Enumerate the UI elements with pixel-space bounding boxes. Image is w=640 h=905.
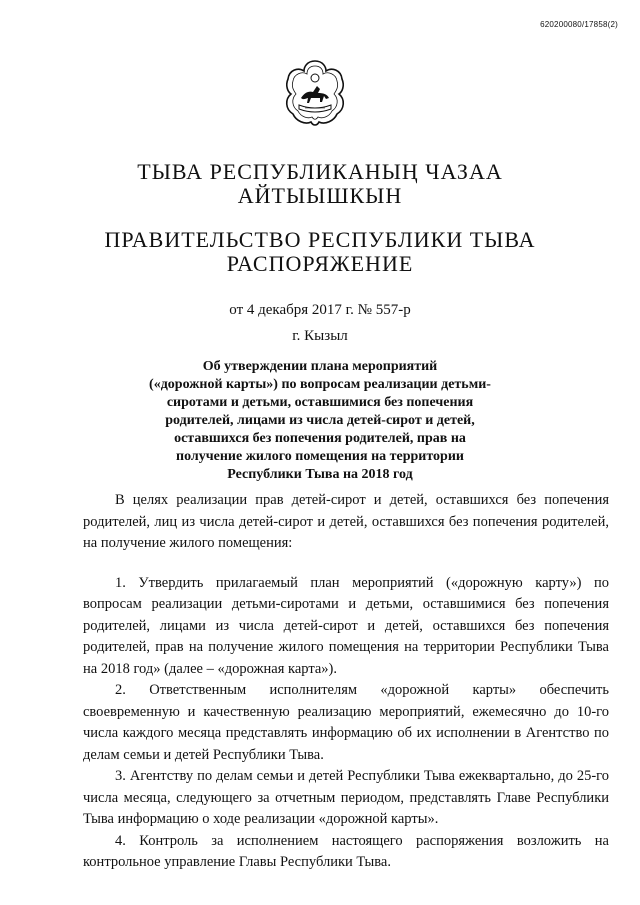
subject-line: оставшихся без попечения родителей, прав на [174, 431, 466, 446]
subject-line: Республики Тыва на 2018 год [227, 467, 413, 482]
intro-paragraph: В целях реализации прав детей-сирот и детей, оставшихся без попечения родителей, лиц из числа детей-сирот и детей, оставшихся без попечения родителей, на получение жилого помещения: [83, 492, 609, 551]
tuva-coat-of-arms-icon [279, 58, 351, 130]
title-tuvan-line-2: АЙТЫЫШКЫН [237, 183, 403, 208]
subject-line: («дорожной карты») по вопросам реализации детьми- [149, 377, 491, 392]
document-body [83, 490, 609, 874]
document-number: 620200080/17858(2) [540, 20, 618, 29]
subject-line: получение жилого помещения на территории [176, 449, 464, 464]
document-city: г. Кызыл [292, 328, 348, 344]
paragraph-1: 1. Утвердить прилагаемый план мероприятий («дорожную карту») по вопросам реализации детьми-сиротами и детьми, оставшимися без попечения родителей, лицами из числа детей-сирот и детей, оставшихся без попечения родителей, прав на получение жилого помещения на территории Республики Тыва на 2018 год» (далее – «дорожная карта»). [83, 574, 609, 677]
title-russian-line-2: РАСПОРЯЖЕНИЕ [226, 251, 414, 276]
subject-line: родителей, лицами из числа детей-сирот и детей, [165, 413, 475, 428]
paragraph-2: 2. Ответственным исполнителям «дорожной карты» обеспечить своевременную и качественную реализацию мероприятий, ежемесячно до 10-го числа каждого месяца представлять информацию об их исполнении в Агентство по делам семьи и детей Республики Тыва. [83, 682, 609, 763]
paragraph-3: 3. Агентству по делам семьи и детей Республики Тыва ежеквартально, до 25-го числа месяца, следующего за отчетным периодом, представлять Главе Республики Тыва информацию о ходе реализации «дорожной карты». [83, 768, 609, 827]
paragraph-4: 4. Контроль за исполнением настоящего распоряжения возложить на контрольное управление Главы Республики Тыва. [83, 832, 609, 870]
subject-line: Об утверждении плана мероприятий [202, 359, 438, 374]
document-date: от 4 декабря 2017 г. № 557-р [229, 302, 411, 318]
title-russian-line-1: ПРАВИТЕЛЬСТВО РЕСПУБЛИКИ ТЫВА [104, 227, 536, 252]
title-tuvan-line-1: ТЫВА РЕСПУБЛИКАНЫҢ ЧАЗАА [137, 159, 503, 184]
document-subject [140, 358, 500, 484]
subject-line: сиротами и детьми, оставшимися без попечения [166, 395, 474, 410]
